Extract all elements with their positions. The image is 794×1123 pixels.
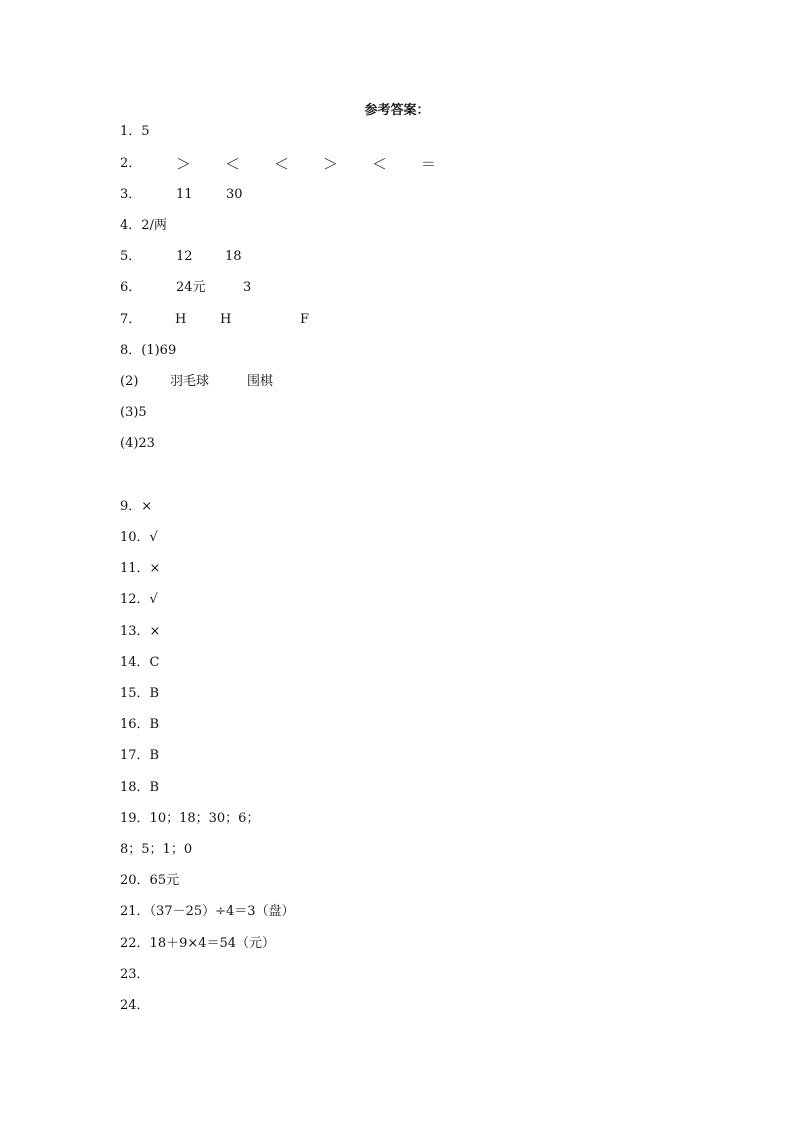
comparison-symbol: ＜ (372, 155, 388, 173)
answer-12: 12．√ (120, 592, 158, 607)
answer-value: 11 (176, 187, 193, 202)
answer-value: 12 (176, 249, 193, 264)
answer-15: 15．B (120, 686, 160, 701)
answer-number: 2． (120, 156, 142, 171)
answer-22: 22．18＋9×4＝54（元） (120, 936, 276, 951)
answer-16: 16．B (120, 717, 160, 732)
answer-value: 30 (226, 187, 243, 202)
answer-3 (120, 186, 320, 204)
answer-text: (4)23 (120, 436, 155, 451)
answer-text: (3)5 (120, 405, 147, 420)
answer-1 (120, 123, 150, 141)
answer-2 (120, 155, 460, 173)
answer-number: 5． (120, 249, 142, 264)
page-title: 参考答案： (364, 103, 430, 118)
comparison-symbol: ＜ (225, 155, 241, 173)
answer-value: 24元 (176, 280, 206, 295)
answer-text: 4．2/两 (120, 218, 167, 233)
answer-number: 7． (120, 312, 142, 327)
answer-value: 18 (225, 249, 242, 264)
answer-8-part-4 (120, 435, 155, 453)
answer-23: 23． (120, 967, 150, 982)
answer-number: (2) (120, 374, 139, 389)
answer-24: 24． (120, 998, 150, 1013)
answer-19-continued: 8；5；1；0 (120, 842, 193, 857)
answer-text: 1．5 (120, 124, 150, 139)
answer-6 (120, 279, 320, 297)
answer-value: 3 (243, 280, 252, 295)
comparison-symbol: ＜ (274, 155, 290, 173)
answer-value: H (220, 312, 232, 327)
answer-7 (120, 311, 340, 329)
answer-10: 10．√ (120, 530, 158, 545)
answer-20: 20．65元 (120, 873, 180, 888)
answer-21: 21．（37－25）÷4＝3（盘） (120, 904, 295, 919)
answer-value: F (300, 312, 310, 327)
answer-18: 18．B (120, 780, 160, 795)
answer-9: 9．× (120, 499, 153, 514)
answer-11: 11．× (120, 561, 161, 576)
answer-5 (120, 248, 320, 266)
answer-19: 19．10；18；30；6； (120, 811, 260, 826)
answer-17: 17．B (120, 748, 160, 763)
answer-8-part-3 (120, 404, 147, 422)
comparison-symbol: ＞ (323, 155, 339, 173)
comparison-symbol: ＝ (421, 155, 437, 173)
answer-value: 围棋 (247, 374, 274, 389)
answer-value: 羽毛球 (170, 374, 210, 389)
answer-8 (120, 342, 176, 360)
answer-8-part-2 (120, 373, 340, 391)
answer-value: H (175, 312, 187, 327)
answer-13: 13．× (120, 624, 161, 639)
answer-number: 6． (120, 280, 142, 295)
answer-text: 8．(1)69 (120, 343, 177, 358)
answer-4 (120, 217, 167, 235)
answer-14: 14．C (120, 655, 160, 670)
comparison-symbol: ＞ (176, 155, 192, 173)
answer-number: 3． (120, 187, 142, 202)
